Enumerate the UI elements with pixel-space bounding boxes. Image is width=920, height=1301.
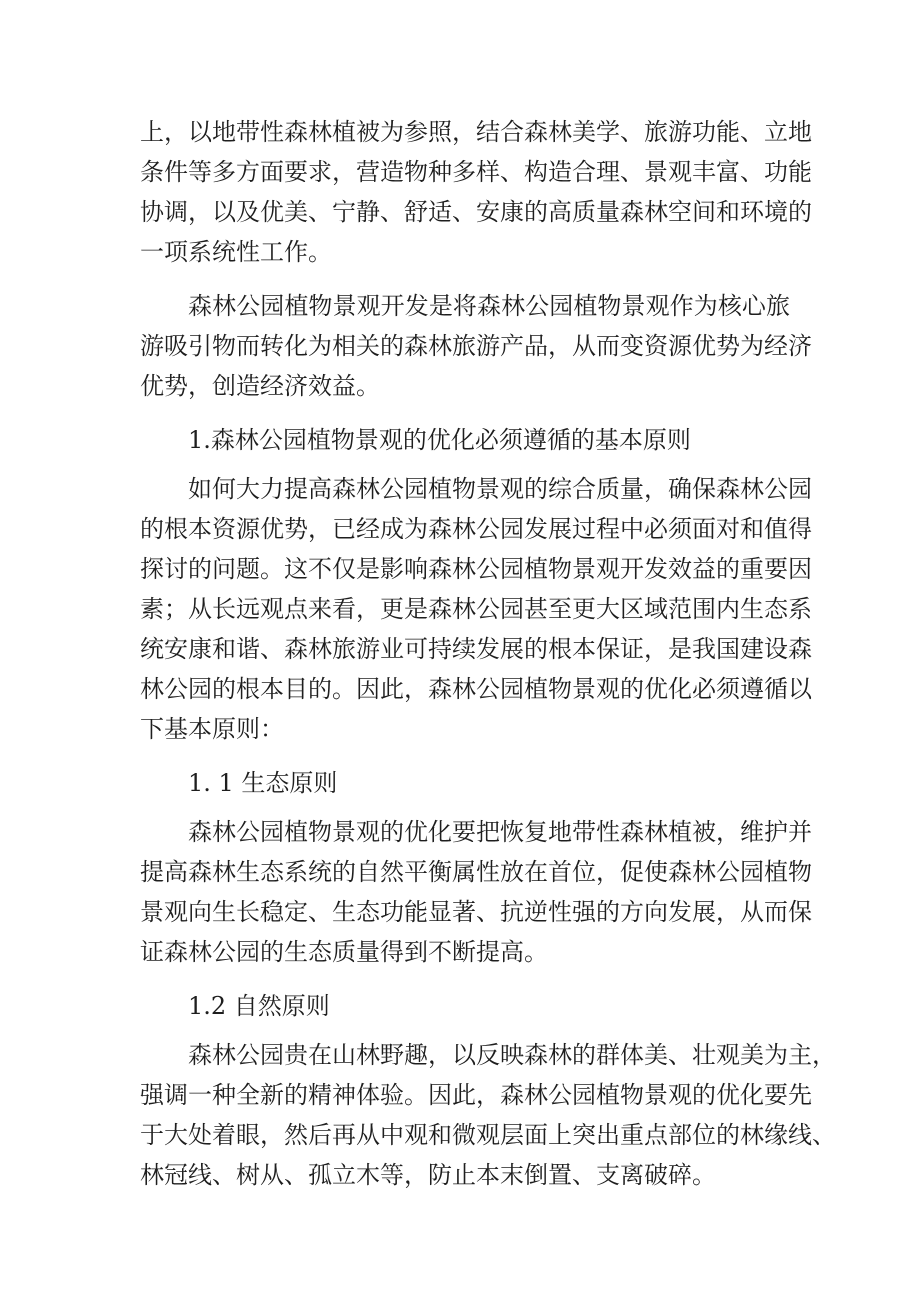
paragraph-4-line-4: 证森林公园的生态质量得到不断提高。 xyxy=(140,938,548,966)
paragraph-3-line-4: 素；从长远观点来看，更是森林公园甚至更大区域范围内生态系 xyxy=(140,595,812,623)
paragraph-4-line-3: 景观向生长稳定、生态功能显著、抗逆性强的方向发展，从而保 xyxy=(140,898,812,926)
paragraph-5-line-4: 林冠线、树从、孤立木等，防止本末倒置、支离破碎。 xyxy=(140,1161,716,1189)
paragraph-5-line-2: 强调一种全新的精神体验。因此，森林公园植物景观的优化要先 xyxy=(140,1081,812,1109)
paragraph-1-line-2: 条件等多方面要求，营造物种多样、构造合理、景观丰富、功能 xyxy=(140,158,812,186)
paragraph-2-line-3: 优势，创造经济效益。 xyxy=(140,372,380,400)
paragraph-3-line-6: 林公园的根本目的。因此，森林公园植物景观的优化必须遵循以 xyxy=(140,675,812,703)
paragraph-3-line-2: 的根本资源优势，已经成为森林公园发展过程中必须面对和值得 xyxy=(140,515,812,543)
paragraph-3-line-3: 探讨的问题。这不仅是影响森林公园植物景观开发效益的重要因 xyxy=(140,555,812,583)
paragraph-3-line-5: 统安康和谐、森林旅游业可持续发展的根本保证，是我国建设森 xyxy=(140,635,812,663)
paragraph-4-line-2: 提高森林生态系统的自然平衡属性放在首位，促使森林公园植物 xyxy=(140,858,812,886)
paragraph-2-line-2: 游吸引物而转化为相关的森林旅游产品，从而变资源优势为经济 xyxy=(140,332,812,360)
paragraph-1-line-3: 协调，以及优美、宁静、舒适、安康的高质量森林空间和环境的 xyxy=(140,198,812,226)
paragraph-5-line-3: 于大处着眼，然后再从中观和微观层面上突出重点部位的林缘线、 xyxy=(140,1121,836,1149)
paragraph-5-line-1: 森林公园贵在山林野趣，以反映森林的群体美、壮观美为主， xyxy=(188,1041,836,1069)
paragraph-2-line-1: 森林公园植物景观开发是将森林公园植物景观作为核心旅 xyxy=(188,292,790,320)
section-heading-1: 1.森林公园植物景观的优化必须遵循的基本原则 xyxy=(188,426,691,454)
section-heading-1-2: 1.2 自然原则 xyxy=(188,992,330,1020)
paragraph-1-line-1: 上，以地带性森林植被为参照，结合森林美学、旅游功能、立地 xyxy=(140,118,812,146)
paragraph-1-line-4: 一项系统性工作。 xyxy=(140,238,332,266)
paragraph-3-line-1: 如何大力提高森林公园植物景观的综合质量，确保森林公园 xyxy=(188,475,812,503)
paragraph-4-line-1: 森林公园植物景观的优化要把恢复地带性森林植被，维护并 xyxy=(188,818,812,846)
paragraph-3-line-7: 下基本原则： xyxy=(140,715,284,743)
section-heading-1-1: 1. 1 生态原则 xyxy=(188,769,338,797)
